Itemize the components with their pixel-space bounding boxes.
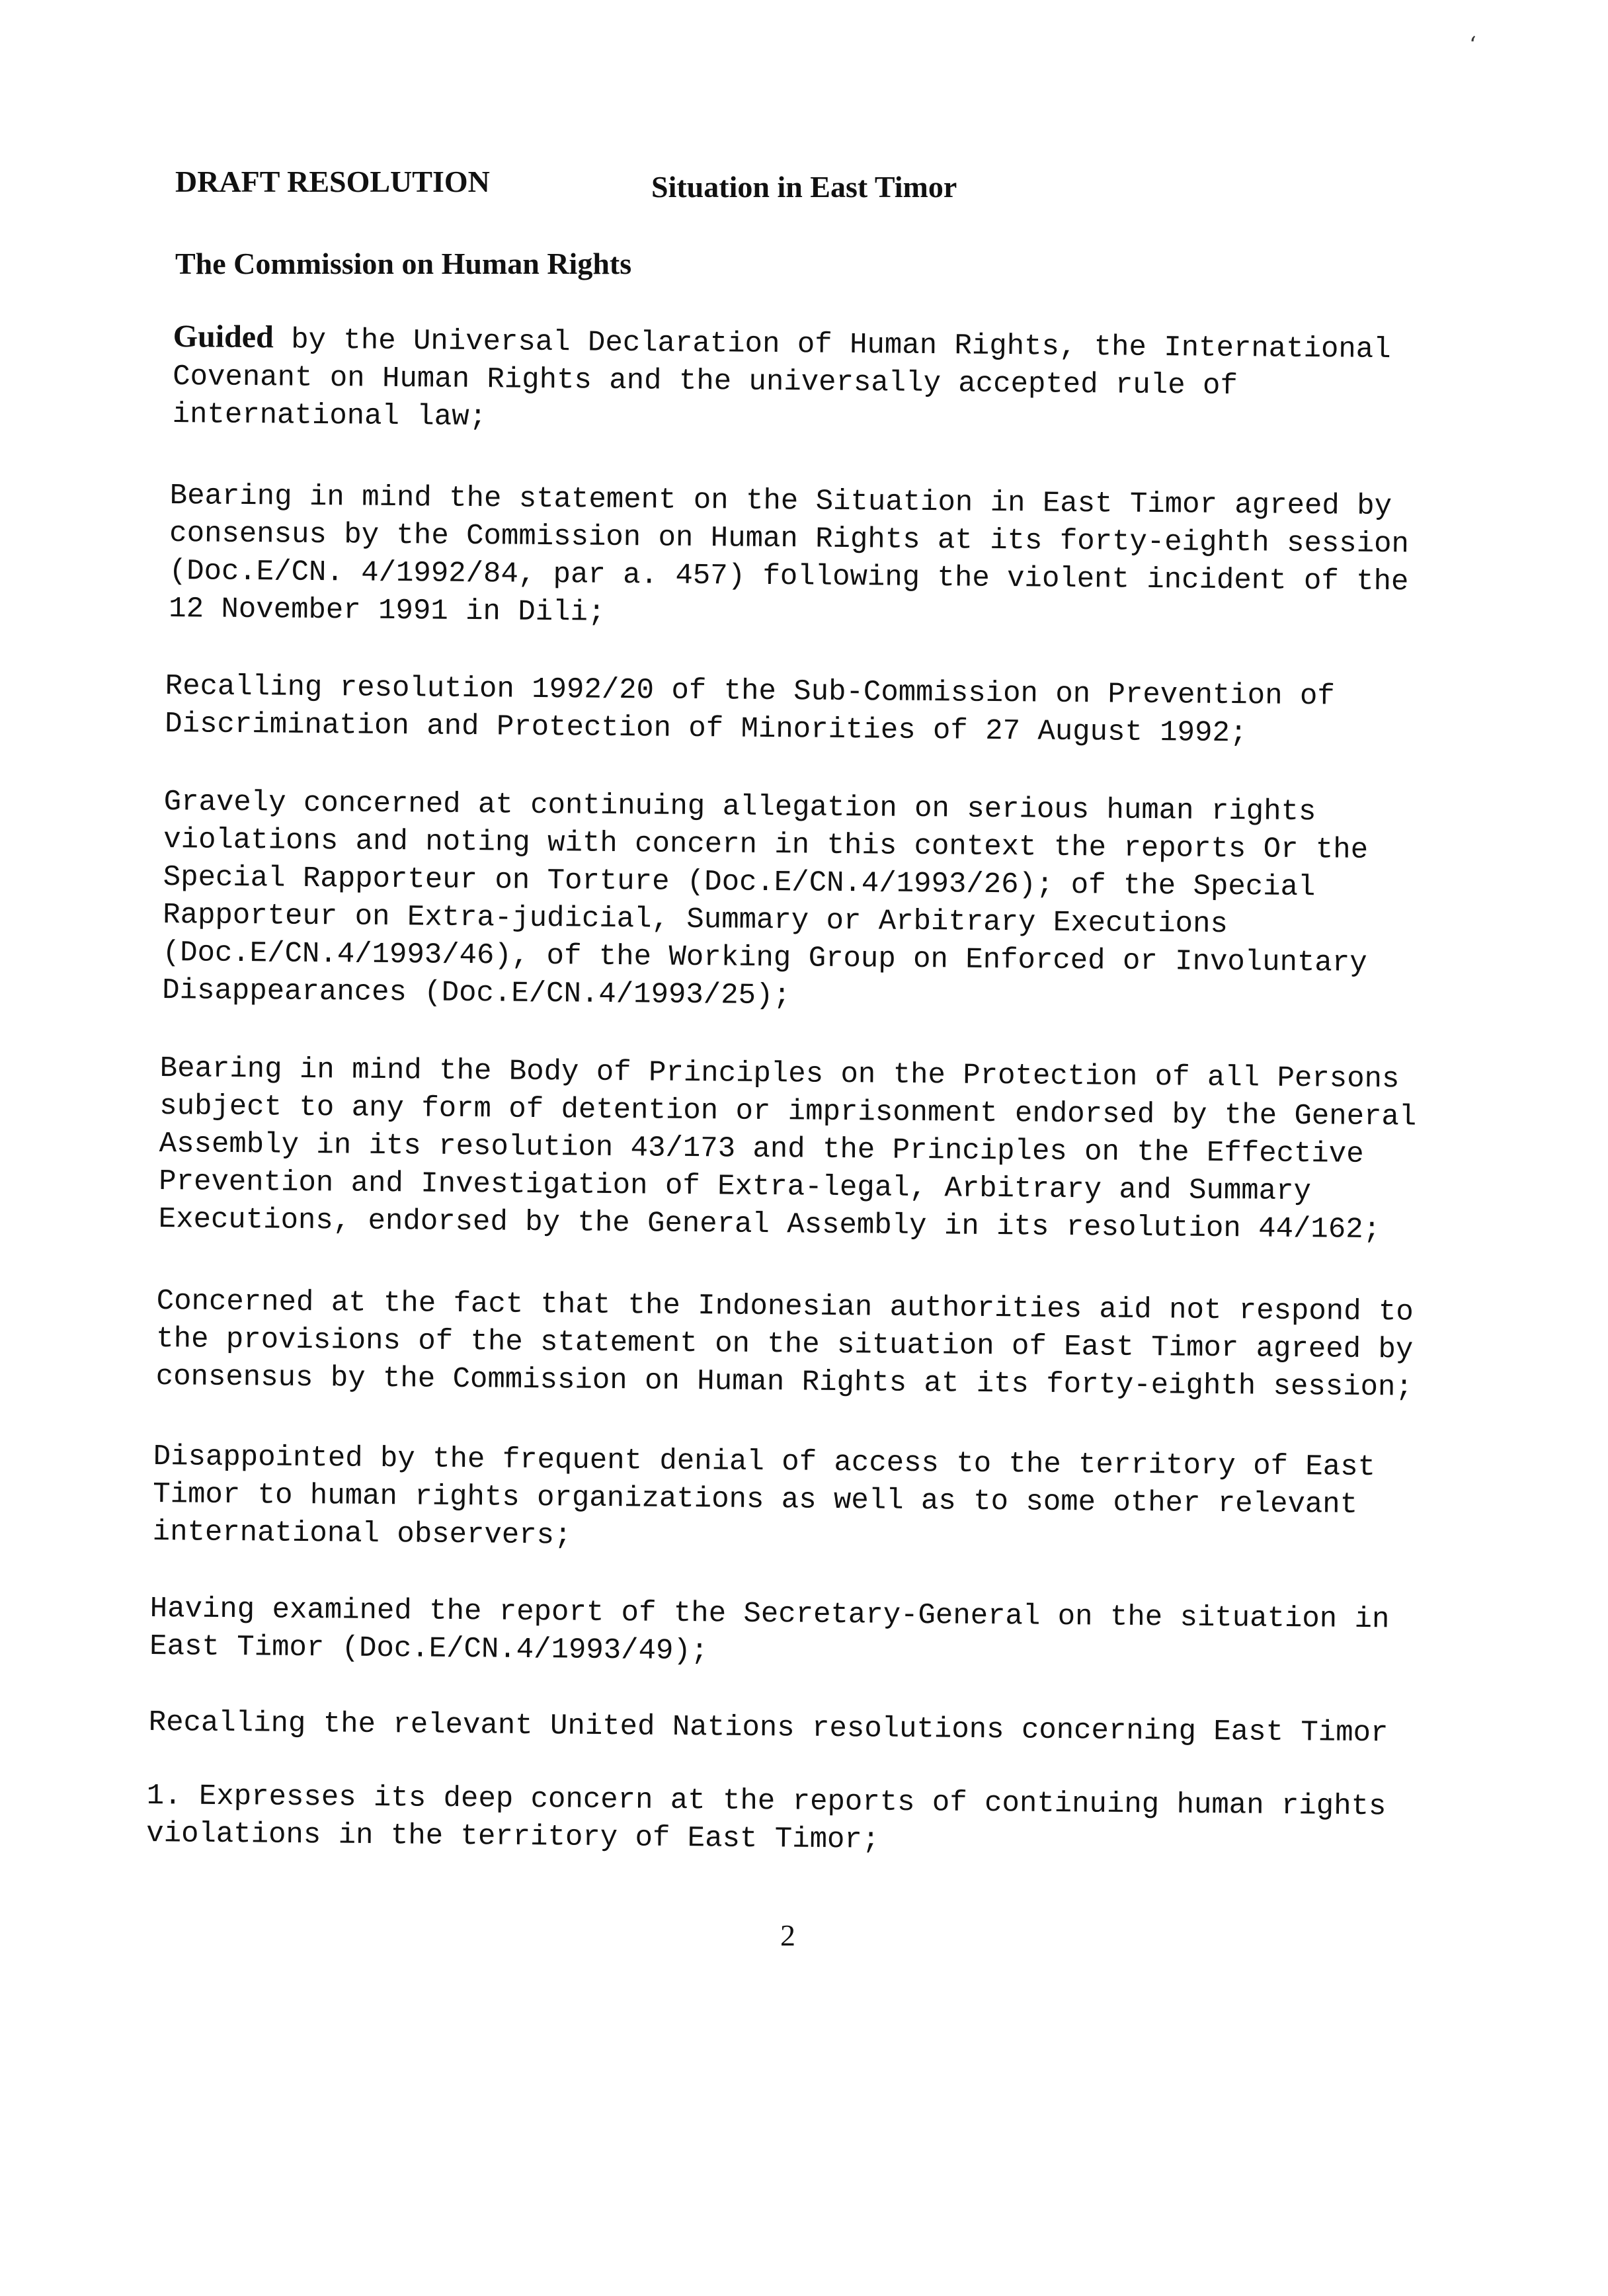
paragraph-lead-word: Guided — [173, 318, 274, 355]
paragraph-body-of-principles: Bearing in mind the Body of Principles on the Protection of all Persons subject to any form of detention or imprisonment endorsed by the General Assembly in its resolution 43/173 and the Principles on the Effective Prevention and Investigation of Extra-legal, Arbitrary and Summary Executions, endorsed by the General Assembly in its resolution 44/162; — [158, 1051, 1417, 1247]
commission-heading: The Commission on Human Rights — [175, 247, 632, 280]
operative-paragraph-1: 1. Expresses its deep concern at the reports of continuing human rights violations in the territory of East Timor; — [146, 1780, 1387, 1857]
draft-resolution-heading: DRAFT RESOLUTION — [175, 165, 490, 198]
corner-scan-mark: ʻ — [1469, 32, 1476, 58]
paragraph-disappointed: Disappointed by the frequent denial of access to the territory of East Timor to human rights organizations as well as to some other relevant international observers; — [152, 1440, 1376, 1553]
paragraph-having-examined: Having examined the report of the Secretary-General on the situation in East Timor (Doc.E/CN.4/1993/49); — [149, 1592, 1390, 1668]
title-line — [175, 164, 957, 204]
paragraph-text: by the Universal Declaration of Human Rights, the International Covenant on Human Rights and the universally accepted rule of international law; — [172, 323, 1391, 434]
paragraph-gravely-concerned: Gravely concerned at continuing allegation on serious human rights violations and noting with concern in this context the reports Or the Special Rapporteur on Torture (Doc.E/CN.4/1993/26); of the Special Rapporteur on Extra-judicial, Summary or Arbitrary Executions (Doc.E/CN.4/1993/46), of the Working Group on Enforced or Involuntary Disappearances (Doc.E/CN.4/1993/25); — [162, 785, 1369, 1013]
paragraph-recalling-un-resolutions: Recalling the relevant United Nations resolutions concerning East Timor — [148, 1706, 1388, 1750]
paragraph-bearing-in-mind-statement: Bearing in mind the statement on the Situation in East Timor agreed by consensus by the Commission on Human Rights at its forty-eighth session (Doc.E/CN. 4/1992/84, par a. 457) following the violent incident of the 12 November 1991 in Dili; — [169, 479, 1410, 630]
paragraph-concerned-at-fact: Concerned at the fact that the Indonesian authorities aid not respond to the provisions of the statement on the situation of East Timor agreed by consensus by the Commission on Human Rights at its forty-eighth session; — [155, 1284, 1414, 1405]
page-number: 2 — [780, 1918, 795, 1952]
resolution-subject-heading: Situation in East Timor — [651, 170, 957, 204]
paragraph-guided — [172, 317, 1482, 445]
paragraph-recalling-resolution: Recalling resolution 1992/20 of the Sub-Commission on Prevention of Discrimination and Protection of Minorities of 27 August 1992; — [165, 669, 1336, 751]
